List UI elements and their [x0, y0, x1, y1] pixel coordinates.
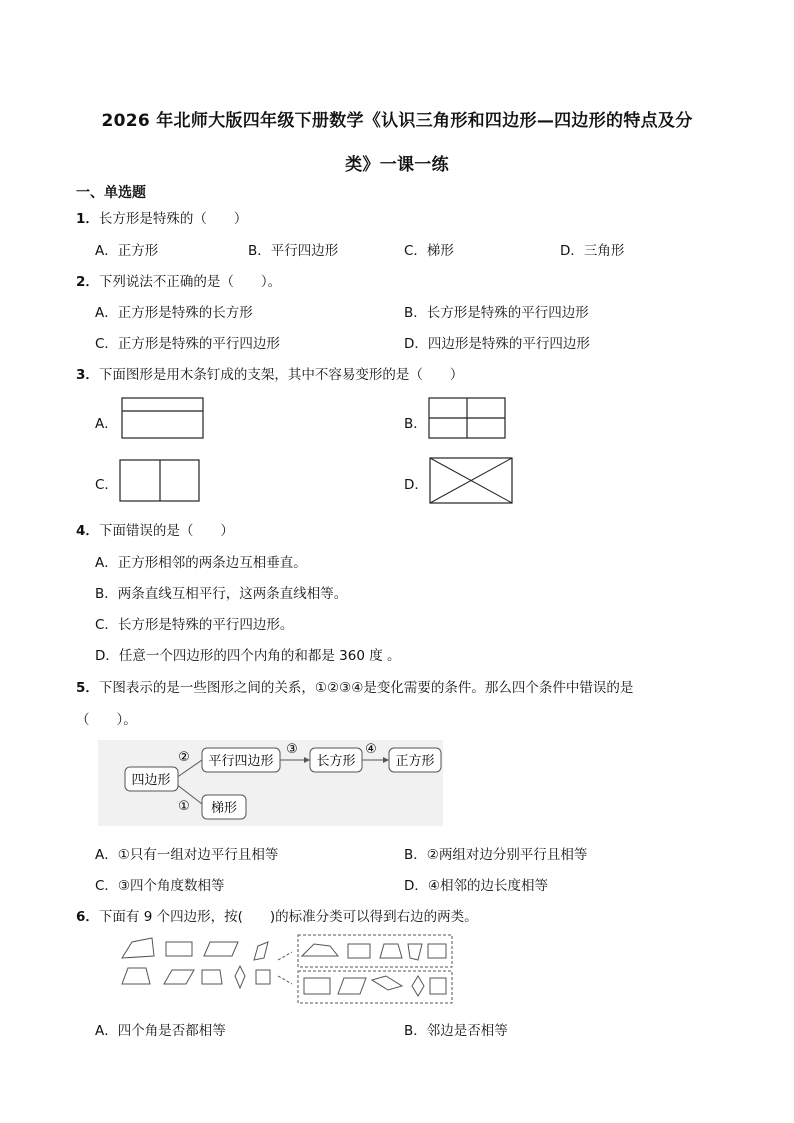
q2-option-b[interactable]: B．长方形是特殊的平行四边形	[404, 305, 589, 321]
q4-option-a[interactable]: A．正方形相邻的两条边互相垂直。	[95, 555, 307, 571]
q4-option-d[interactable]: D．任意一个四边形的四个内角的和都是 360 度 。	[95, 648, 401, 664]
node-parallelogram: 平行四边形	[208, 754, 274, 769]
q4-option-c[interactable]: C．长方形是特殊的平行四边形。	[95, 617, 294, 633]
node-quadrilateral: 四边形	[131, 773, 171, 788]
q3-option-a[interactable]: A．	[95, 416, 118, 432]
node-rectangle: 长方形	[316, 754, 356, 769]
q2-option-d[interactable]: D．四边形是特殊的平行四边形	[404, 336, 590, 352]
question-number: 3．	[76, 367, 99, 383]
q3-option-d[interactable]: D．	[404, 477, 428, 493]
question-2	[76, 270, 281, 290]
question-1	[76, 207, 247, 227]
q1-option-a[interactable]: A．正方形	[95, 243, 159, 259]
question-4	[76, 519, 234, 539]
question-6	[76, 905, 478, 925]
q5-option-c[interactable]: C．③四个角度数相等	[95, 878, 225, 894]
question-stem: 下面图形是用木条钉成的支架，其中不容易变形的是（ ）	[98, 367, 464, 383]
node-trapezoid: 梯形	[210, 801, 238, 816]
q3-frame-c[interactable]	[119, 459, 201, 503]
q5-relationship-diagram	[98, 740, 443, 826]
question-number: 5．	[76, 680, 99, 696]
question-3	[76, 363, 463, 383]
condition-3: ③	[286, 742, 298, 757]
question-number: 1．	[76, 211, 99, 227]
q3-option-c[interactable]: C．	[95, 477, 118, 493]
q1-option-c[interactable]: C．梯形	[404, 243, 454, 259]
question-number: 6．	[76, 909, 99, 925]
q5-option-b[interactable]: B．②两组对边分别平行且相等	[404, 847, 588, 863]
condition-4: ④	[365, 742, 377, 757]
node-square: 正方形	[395, 754, 435, 769]
q3-frame-b[interactable]	[428, 397, 508, 441]
question-stem: 长方形是特殊的（ ）	[98, 211, 248, 227]
question-stem: 下图表示的是一些图形之间的关系，①②③④是变化需要的条件。那么四个条件中错误的是	[98, 680, 634, 696]
q1-option-d[interactable]: D．三角形	[560, 243, 625, 259]
q6-quadrilateral-figure	[118, 932, 458, 1006]
q2-option-c[interactable]: C．正方形是特殊的平行四边形	[95, 336, 280, 352]
q3-frame-d[interactable]	[429, 457, 515, 505]
q3-frame-a[interactable]	[121, 397, 205, 441]
question-5-stem-cont: （ ）。	[76, 712, 137, 728]
question-number: 4．	[76, 523, 99, 539]
q5-option-d[interactable]: D．④相邻的边长度相等	[404, 878, 548, 894]
question-5	[76, 676, 633, 696]
q5-option-a[interactable]: A．①只有一组对边平行且相等	[95, 847, 279, 863]
q4-option-b[interactable]: B．两条直线互相平行，这两条直线相等。	[95, 586, 348, 602]
condition-1: ①	[178, 799, 190, 814]
condition-2: ②	[178, 750, 190, 765]
title-line-2: 类》一课一练	[345, 155, 449, 175]
q3-option-b[interactable]: B．	[404, 416, 427, 432]
question-stem: 下面有 9 个四边形，按( )的标准分类可以得到右边的两类。	[98, 909, 478, 925]
question-number: 2．	[76, 274, 99, 290]
q6-option-b[interactable]: B．邻边是否相等	[404, 1023, 508, 1039]
q6-option-a[interactable]: A．四个角是否都相等	[95, 1023, 226, 1039]
title-line-1: 2026 年北师大版四年级下册数学《认识三角形和四边形—四边形的特点及分	[101, 111, 693, 131]
question-stem: 下面错误的是（ ）	[98, 523, 234, 539]
q1-option-b[interactable]: B．平行四边形	[248, 243, 339, 259]
question-stem: 下列说法不正确的是（ ）。	[98, 274, 282, 290]
section-heading: 一、单选题	[76, 185, 146, 201]
q2-option-a[interactable]: A．正方形是特殊的长方形	[95, 305, 253, 321]
